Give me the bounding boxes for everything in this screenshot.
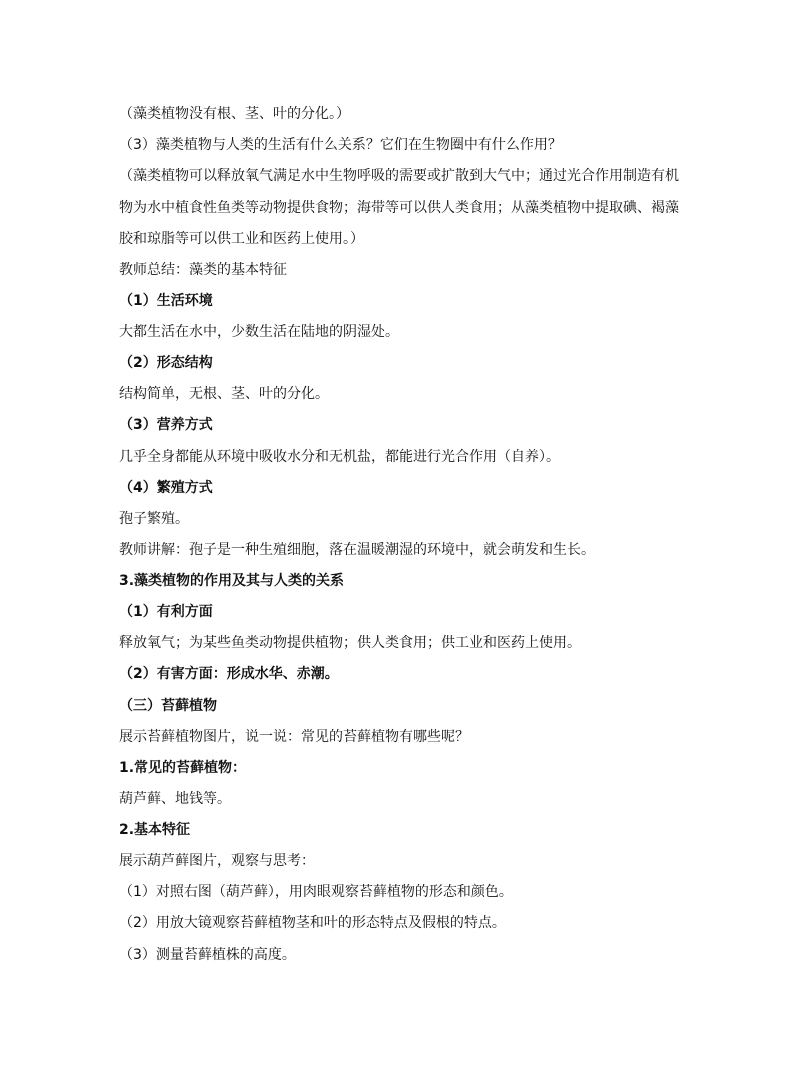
answer-text: 胶和琼脂等可以供工业和医药上使用。）	[119, 231, 364, 247]
subheading: （1）生活环境	[119, 293, 213, 309]
list-item: （3）测量苔藓植株的高度。	[119, 947, 296, 963]
paragraph: 教师讲解：孢子是一种生殖细胞，落在温暖潮湿的环境中，就会萌发和生长。	[119, 542, 595, 558]
list-item: （2）用放大镜观察苔藓植物茎和叶的形态特点及假根的特点。	[119, 915, 506, 931]
section-heading: 2.基本特征	[119, 822, 191, 838]
answer-text: 物为水中植食性鱼类等动物提供食物；海带等可以供人类食用；从藻类植物中提取碘、褐藻	[119, 200, 679, 216]
paragraph: 展示苔藓植物图片，说一说：常见的苔藓植物有哪些呢？	[119, 729, 469, 745]
paragraph: 孢子繁殖。	[119, 511, 189, 527]
subheading: （3）营养方式	[119, 417, 213, 433]
question-text: （3）藻类植物与人类的生活有什么关系？它们在生物圈中有什么作用？	[119, 137, 562, 153]
section-heading: 1.常见的苔藓植物：	[119, 760, 247, 776]
paragraph: 展示葫芦藓图片，观察与思考：	[119, 853, 315, 869]
paragraph: 结构简单，无根、茎、叶的分化。	[119, 386, 329, 402]
paragraph: 释放氧气；为某些鱼类动物提供植物；供人类食用；供工业和医药上使用。	[119, 635, 581, 651]
paragraph: 几乎全身都能从环境中吸收水分和无机盐，都能进行光合作用（自养）。	[119, 449, 560, 465]
subheading: （4）繁殖方式	[119, 480, 213, 496]
list-item: （1）对照右图（葫芦藓），用肉眼观察苔藓植物的形态和颜色。	[119, 884, 513, 900]
paragraph: 大都生活在水中，少数生活在陆地的阴湿处。	[119, 324, 399, 340]
answer-text: （藻类植物可以释放氧气满足水中生物呼吸的需要或扩散到大气中；通过光合作用制造有机	[119, 168, 679, 184]
answer-text: （藻类植物没有根、茎、叶的分化。）	[119, 106, 350, 122]
subheading: （2）有害方面：形成水华、赤潮。	[119, 666, 339, 682]
subheading: （1）有利方面	[119, 604, 213, 620]
paragraph: 教师总结：藻类的基本特征	[119, 262, 287, 278]
subheading: （2）形态结构	[119, 355, 213, 371]
paragraph: 葫芦藓、地钱等。	[119, 791, 231, 807]
section-heading: （三）苔藓植物	[119, 698, 217, 714]
section-heading: 3.藻类植物的作用及其与人类的关系	[119, 573, 345, 589]
